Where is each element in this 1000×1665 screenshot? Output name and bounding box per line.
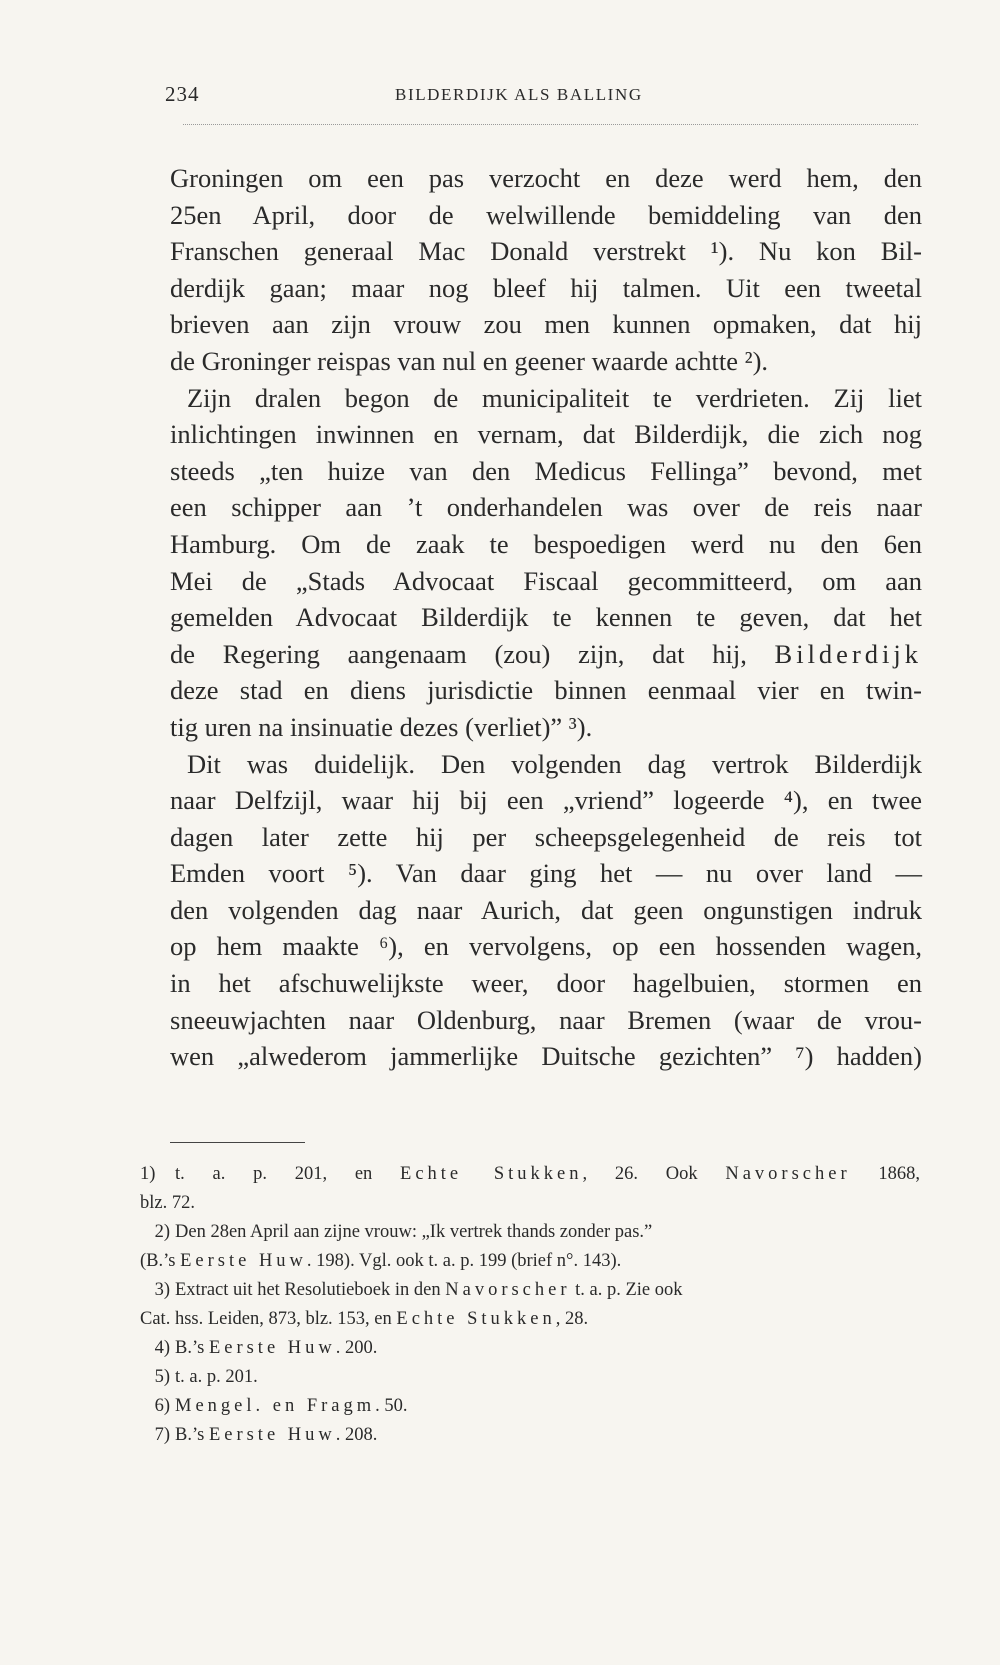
spaced-title: Navorscher [725,1164,851,1184]
text-line: naar Delfzijl, waar hij bij een „vriend” logeerde ⁴), en twee [170,785,922,816]
footnote-text: . 208. [335,1425,378,1445]
body-text [170,160,922,1075]
footnote-text: Cat. hss. Leiden, 873, blz. 153, en [140,1309,397,1329]
footnote-text: B.’s [175,1425,209,1445]
text-line: sneeuwjachten naar Oldenburg, naar Bremen (waar de vrou- [170,1004,922,1035]
text-line: Franschen generaal Mac Donald verstrekt ¹). Nu kon Bil- [170,236,922,267]
text-line: derdijk gaan; maar nog bleef hij talmen. Uit een tweetal [170,272,922,303]
spaced-title: Eerste Huw [208,1338,336,1358]
footnote-2-continuation [140,1247,920,1276]
text-line: deze stad en diens jurisdictie binnen eenmaal vier en twin- [170,675,922,706]
text-line: brieven aan zijn vrouw zou men kunnen opmaken, dat hij [170,309,922,340]
footnote-text: . 198). Vgl. ook t. a. p. 199 (brief n°. 143). [306,1251,622,1271]
text-line-with-spaced-name [170,636,922,673]
running-title: BILDERDIJK ALS BALLING [395,85,643,104]
footnote-3-continuation [140,1305,920,1334]
text-line: den volgenden dag naar Aurich, dat geen ongunstigen indruk [170,894,922,925]
spaced-title: Eerste Huw [180,1251,307,1271]
footnote-number: 1) [140,1164,156,1184]
footnote-number: 5) [154,1367,170,1387]
footnote-number: 3) [154,1280,170,1300]
text-line: Dit was duidelijk. Den volgenden dag vertrok Bilderdijk [187,748,922,779]
text-line: gemelden Advocaat Bilderdijk te kennen te geven, dat het [170,602,922,633]
text-line: 25en April, door de welwillende bemiddeling van den [170,199,922,230]
footnote-2 [140,1218,920,1247]
spaced-title: Echte Stukken [396,1309,556,1329]
footnotes [140,1160,920,1450]
text-line: Groningen om een pas verzocht en deze werd hem, den [170,163,922,193]
text-line: in het afschuwelijkste weer, door hagelbuien, stormen en [170,968,922,999]
text-line: dagen later zette hij per scheepsgelegenheid de reis tot [170,821,922,852]
footnote-6 [140,1392,920,1421]
footnote-text: Den 28en April aan zijne vrouw: „Ik vertrek thands zonder pas.” [175,1222,653,1242]
spaced-title: Eerste Huw [208,1425,336,1445]
text-line: Mei de „Stads Advocaat Fiscaal gecommitteerd, om aan [170,565,922,596]
footnote-text: . 50. [375,1396,408,1416]
page-number: 234 [165,82,200,106]
text-fragment: de Regering aangenaam (zou) zijn, dat hij, [170,638,775,669]
text-line: Emden voort ⁵). Van daar ging het — nu over land — [170,858,922,889]
footnote-5 [140,1363,920,1392]
text-line: Zijn dralen begon de municipaliteit te verdrieten. Zij liet [187,382,922,413]
footnote-text: , 28. [555,1309,589,1329]
footnote-1 [140,1160,920,1189]
spaced-name: Bilderdijk [774,638,922,669]
footnote-text: B.’s [175,1338,209,1358]
footnote-number: 6) [154,1396,170,1416]
footnote-rule [170,1142,305,1143]
footnote-text: 1868, [850,1164,920,1184]
footnote-text: t. a. p. 201, en [175,1164,401,1184]
text-line: de Groninger reispas van nul en geener waarde achtte ²). [170,345,769,376]
text-line: inlichtingen inwinnen en vernam, dat Bilderdijk, die zich nog [170,419,922,450]
text-line: op hem maakte ⁶), en vervolgens, op een hossenden wagen, [170,931,922,962]
footnote-3 [140,1276,920,1305]
footnote-number: 4) [154,1338,170,1358]
footnote-4 [140,1334,920,1363]
text-line: tig uren na insinuatie dezes (verliet)” ³). [170,711,593,742]
footnote-text: , 26. Ook [582,1164,726,1184]
spaced-title: Navorscher [445,1280,571,1300]
footnote-number: 2) [154,1222,170,1242]
spaced-title: Mengel. en Fragm [175,1396,376,1416]
header-rule [183,124,918,125]
footnote-number: 7) [154,1425,170,1445]
text-line: een schipper aan ’t onderhandelen was over de reis naar [170,492,922,523]
footnote-7 [140,1421,920,1450]
page-header [165,78,920,118]
footnote-text: . 200. [335,1338,378,1358]
footnote-text: Extract uit het Resolutieboek in den [175,1280,446,1300]
text-line: Hamburg. Om de zaak te bespoedigen werd nu den 6en [170,528,922,559]
text-line: wen „alwederom jammerlijke Duitsche gezichten” ⁷) hadden) [170,1041,922,1072]
footnote-1-continuation: blz. 72. [140,1193,195,1213]
footnote-text: t. a. p. 201. [175,1367,258,1387]
spaced-title: Echte Stukken [400,1164,583,1184]
text-line: steeds „ten huize van den Medicus Fellinga” bevond, met [170,455,922,486]
footnote-text: t. a. p. Zie ook [570,1280,683,1300]
footnote-text: (B.’s [140,1251,181,1271]
